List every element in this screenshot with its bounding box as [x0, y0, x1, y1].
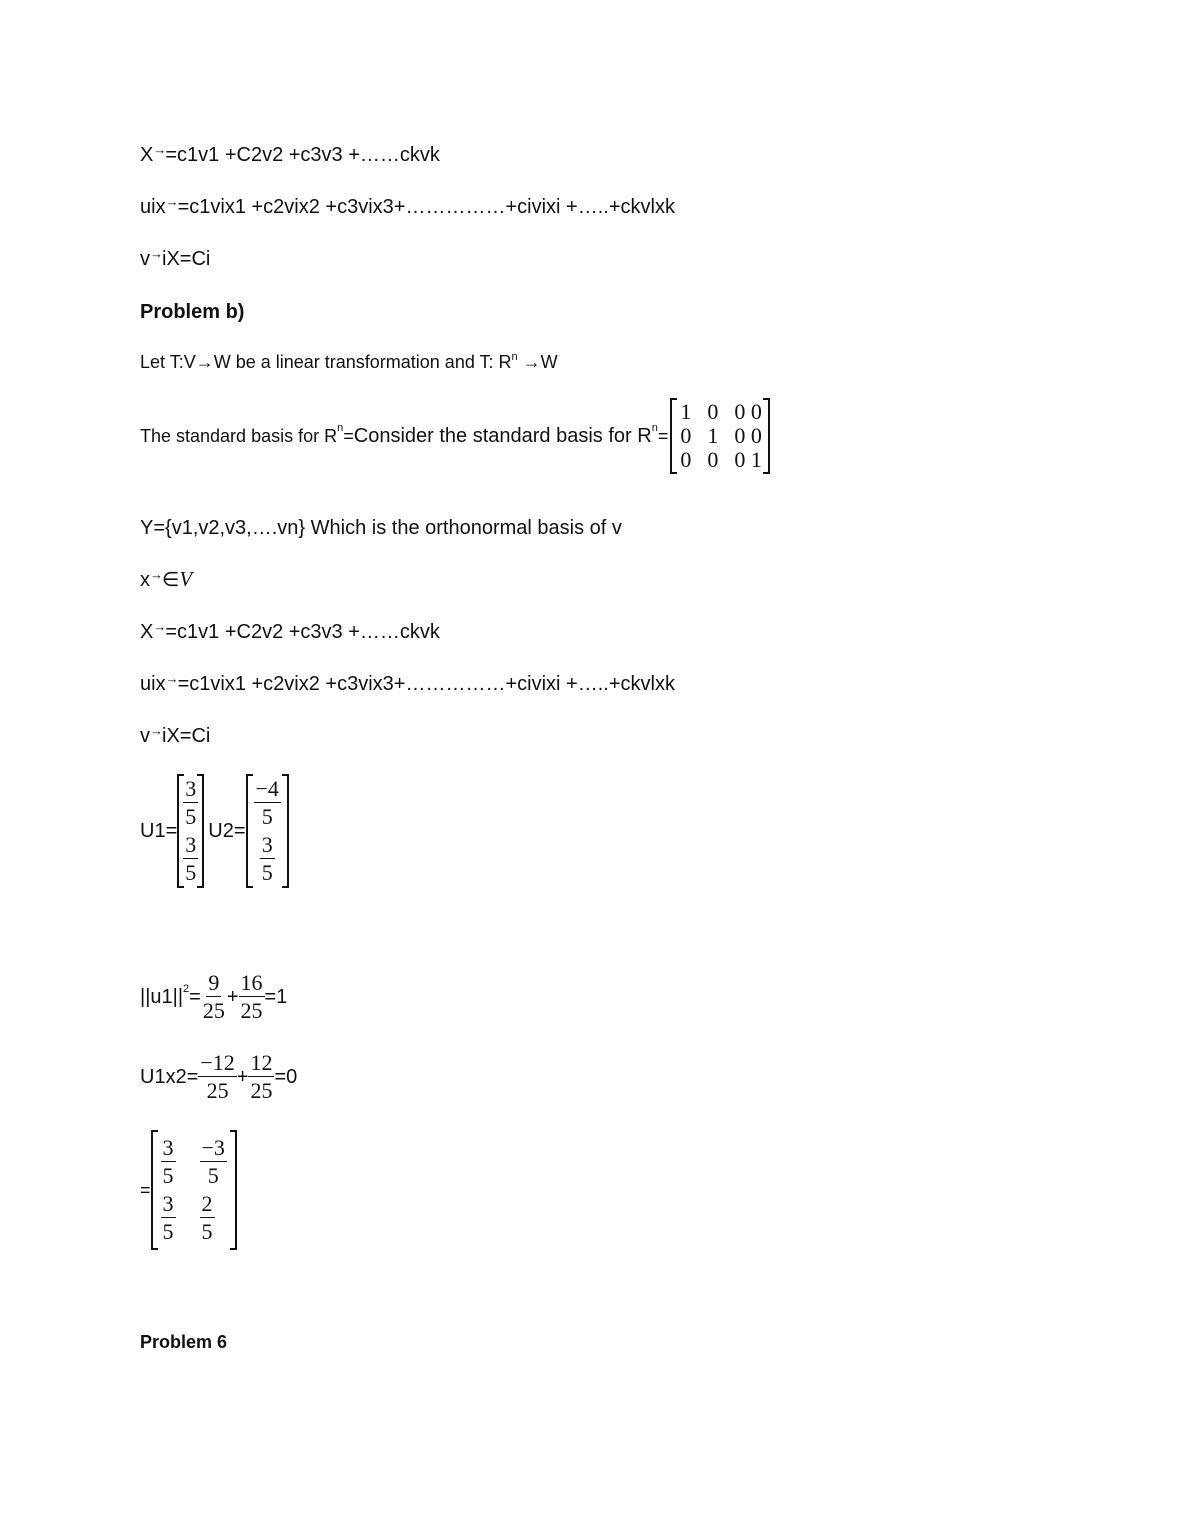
matrix-cell: 1 — [680, 399, 692, 424]
fraction — [183, 778, 198, 828]
equation-uix — [140, 194, 675, 218]
x-in-v — [140, 569, 192, 590]
norm-equation — [140, 972, 287, 1022]
denominator: 25 — [240, 998, 263, 1023]
text: =c1v1 +C2v2 +c3v3 +……ckvk — [165, 621, 440, 643]
let-transformation-text — [140, 353, 558, 371]
numerator: 3 — [162, 1135, 174, 1160]
numerator: −12 — [200, 1050, 235, 1075]
text: = — [657, 426, 669, 446]
denominator: 5 — [207, 1163, 219, 1188]
equation-vix-2 — [140, 723, 211, 747]
denominator: 5 — [185, 804, 197, 829]
text: U1x2= — [140, 1066, 199, 1088]
text: The standard basis for R — [140, 426, 338, 446]
denominator: 5 — [162, 1163, 174, 1188]
matrix-cell: 0 — [680, 447, 692, 472]
numerator: 3 — [261, 832, 273, 857]
final-matrix-equation — [140, 1130, 237, 1250]
equation-x-combination-2 — [140, 619, 440, 643]
text: =0 — [274, 1066, 298, 1088]
superscript: n — [651, 421, 658, 434]
denominator: 5 — [185, 860, 197, 885]
denominator: 25 — [202, 998, 225, 1023]
text: X — [140, 144, 154, 166]
text: Let T:V→W be a linear transformation and T: R — [140, 352, 512, 372]
matrix-cell: 0 — [707, 399, 719, 424]
text: + — [236, 1066, 249, 1088]
denominator: 5 — [261, 804, 273, 829]
numerator: −4 — [255, 776, 279, 801]
numerator: 16 — [240, 970, 263, 995]
text: ||u1|| — [140, 986, 184, 1008]
fraction — [183, 834, 198, 884]
superscript: n — [337, 421, 344, 434]
text: Consider the standard basis for R — [353, 425, 652, 447]
text: = — [140, 1180, 151, 1200]
fraction — [254, 778, 281, 828]
text: iX=Ci — [162, 725, 211, 747]
element-of-symbol: ∈ — [162, 569, 180, 591]
orthonormal-basis-text: Y={v1,v2,v3,….vn} Which is the orthonormal basis of v — [140, 517, 622, 539]
text: + — [226, 986, 239, 1008]
matrix-cell: 0 0 — [734, 423, 762, 448]
fraction — [239, 972, 265, 1022]
text: =c1vix1 +c2vix2 +c3vix3+……………+civixi +…..+ckvlxk — [177, 196, 675, 218]
heading-problem-b: Problem b) — [140, 301, 245, 323]
heading-problem-6: Problem 6 — [140, 1332, 228, 1352]
text: uix — [140, 673, 166, 695]
matrix-table — [159, 1134, 229, 1246]
equation-x-combination — [140, 142, 440, 166]
u-vectors — [140, 774, 289, 888]
matrix-cell: 0 1 — [734, 447, 762, 472]
matrix-cell — [159, 1134, 188, 1190]
text: v — [140, 248, 150, 270]
vector-arrow: → — [153, 142, 166, 157]
text: X — [140, 621, 154, 643]
vector-arrow: → — [165, 194, 178, 209]
denominator: 5 — [261, 860, 273, 885]
numerator: 3 — [162, 1191, 174, 1216]
fraction — [198, 1052, 236, 1102]
final-matrix — [151, 1130, 237, 1250]
vector-arrow: → — [150, 246, 162, 261]
text: =c1vix1 +c2vix2 +c3vix3+……………+civixi +…..+ckvlxk — [177, 673, 675, 695]
vector-arrow: → — [150, 723, 162, 738]
denominator: 25 — [250, 1078, 273, 1103]
vector-arrow: → — [165, 671, 178, 686]
variable: V — [179, 567, 193, 591]
u1-vector — [177, 774, 204, 888]
text: = — [189, 986, 201, 1008]
text: v — [140, 725, 150, 747]
matrix-cell: 0 0 — [734, 399, 762, 424]
matrix-cell — [188, 1190, 229, 1246]
text: iX=Ci — [162, 248, 211, 270]
standard-basis-matrix — [670, 398, 770, 474]
equation-uix-2 — [140, 671, 675, 695]
u2-vector — [246, 774, 289, 888]
superscript: 2 — [183, 982, 190, 995]
u1-label: U1= — [140, 820, 178, 842]
matrix-cell: 1 — [707, 423, 719, 448]
matrix-cell — [159, 1190, 188, 1246]
matrix-cell: 0 — [680, 423, 692, 448]
numerator: −3 — [201, 1135, 225, 1160]
denominator: 5 — [162, 1219, 174, 1244]
standard-basis-line — [140, 398, 770, 474]
vector-arrow: → — [150, 567, 162, 582]
matrix-cell — [188, 1134, 229, 1190]
text: = — [343, 426, 354, 446]
text: →W — [517, 352, 558, 372]
equation-vix — [140, 246, 211, 270]
numerator: 3 — [185, 776, 197, 801]
matrix-table — [678, 400, 762, 472]
text: =1 — [264, 986, 288, 1008]
vector-arrow: → — [153, 619, 166, 634]
numerator: 2 — [201, 1191, 213, 1216]
numerator: 12 — [250, 1050, 273, 1075]
numerator: 9 — [208, 970, 220, 995]
dot-product-equation — [140, 1052, 297, 1102]
text: uix — [140, 196, 166, 218]
fraction — [254, 834, 281, 884]
denominator: 5 — [201, 1219, 213, 1244]
text: =c1v1 +C2v2 +c3v3 +……ckvk — [165, 144, 440, 166]
matrix-cell: 0 — [707, 447, 719, 472]
u2-label: U2= — [208, 820, 246, 842]
fraction — [201, 972, 227, 1022]
fraction — [248, 1052, 274, 1102]
text: x — [140, 569, 150, 591]
denominator: 25 — [206, 1078, 229, 1103]
numerator: 3 — [185, 832, 197, 857]
superscript: n — [511, 351, 518, 363]
